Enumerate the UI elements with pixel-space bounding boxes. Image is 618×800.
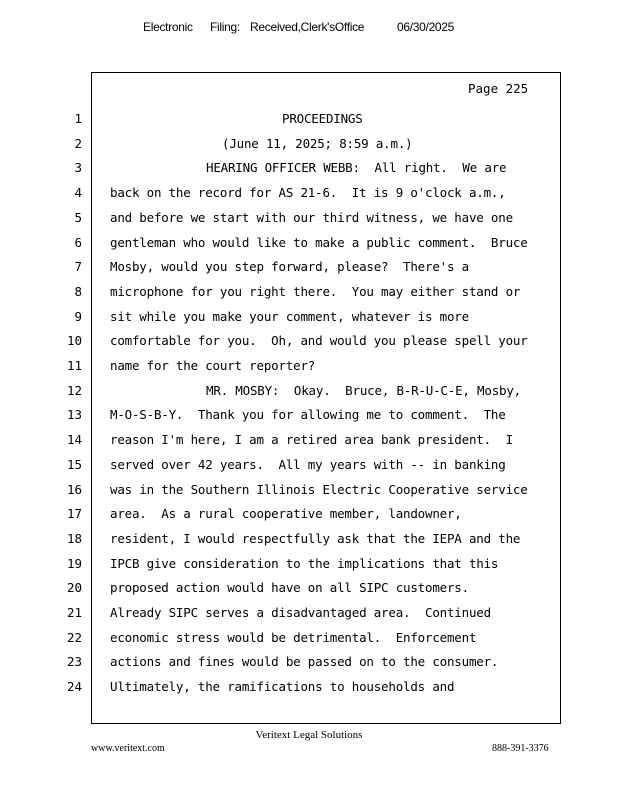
transcript-line: IPCB give consideration to the implications that this <box>110 555 499 571</box>
line-number: 23 <box>66 654 82 670</box>
line-number: 19 <box>66 555 82 571</box>
line-number: 8 <box>74 283 82 299</box>
line-number: 6 <box>74 234 82 250</box>
transcript-line: and before we start with our third witness, we have one <box>110 209 513 225</box>
footer-company: Veritext Legal Solutions <box>255 729 363 741</box>
line-number: 15 <box>66 456 82 472</box>
line-number: 13 <box>66 407 82 423</box>
transcript-line: economic stress would be detrimental. Enforcement <box>110 629 477 645</box>
transcript-line: area. As a rural cooperative member, landowner, <box>110 506 462 522</box>
transcript-line: actions and fines would be passed on to the consumer. <box>110 654 499 670</box>
line-number: 22 <box>66 629 82 645</box>
transcript-line: back on the record for AS 21-6. It is 9 o'clock a.m., <box>110 185 506 201</box>
transcript-line: sit while you make your comment, whatever is more <box>110 308 469 324</box>
transcript-line: M-O-S-B-Y. Thank you for allowing me to comment. The <box>110 407 506 423</box>
line-number: 24 <box>66 679 82 695</box>
line-number: 3 <box>74 160 82 176</box>
footer-website: www.veritext.com <box>91 743 165 754</box>
filing-header <box>0 20 618 36</box>
line-number: 14 <box>66 432 82 448</box>
transcript-line: served over 42 years. All my years with -- in banking <box>110 456 506 472</box>
transcript-line: proposed action would have on all SIPC customers. <box>110 580 469 596</box>
header-received: Received,Clerk'sOffice <box>250 20 365 34</box>
line-number: 4 <box>74 185 82 201</box>
header-electronic: Electronic <box>143 20 193 34</box>
transcript-line: gentleman who would like to make a public comment. Bruce <box>110 234 528 250</box>
transcript-line: PROCEEDINGS <box>282 111 363 126</box>
line-number: 1 <box>74 111 82 126</box>
transcript-line: resident, I would respectfully ask that the IEPA and the <box>110 530 521 546</box>
line-number: 16 <box>66 481 82 497</box>
line-number: 9 <box>74 308 82 324</box>
line-number: 21 <box>66 605 82 620</box>
transcript-line: name for the court reporter? <box>110 358 316 373</box>
transcript-line: reason I'm here, I am a retired area bank president. I <box>110 432 513 448</box>
line-number: 20 <box>66 580 82 596</box>
transcript-line: comfortable for you. Oh, and would you please spell your <box>110 333 528 349</box>
line-number: 18 <box>66 530 82 546</box>
line-number: 12 <box>66 382 82 398</box>
transcript-line: Ultimately, the ramifications to households and <box>110 679 455 695</box>
line-number: 5 <box>74 209 82 225</box>
line-number: 2 <box>74 135 82 151</box>
header-filing: Filing: <box>210 20 240 34</box>
transcript-line: Already SIPC serves a disadvantaged area. Continued <box>110 605 491 620</box>
line-number: 7 <box>74 259 82 275</box>
page-number: Page 225 <box>468 81 529 96</box>
footer-phone: 888-391-3376 <box>492 743 549 754</box>
header-date: 06/30/2025 <box>397 20 455 34</box>
transcript-line: MR. MOSBY: Okay. Bruce, B-R-U-C-E, Mosby, <box>206 382 522 398</box>
line-number: 10 <box>66 333 82 349</box>
transcript-line: microphone for you right there. You may either stand or <box>110 283 521 299</box>
transcript-line: (June 11, 2025; 8:59 a.m.) <box>222 135 413 151</box>
line-number: 11 <box>66 358 82 373</box>
transcript-line: was in the Southern Illinois Electric Cooperative service <box>110 481 528 497</box>
transcript-line: HEARING OFFICER WEBB: All right. We are <box>206 160 507 176</box>
line-number: 17 <box>66 506 82 522</box>
transcript-line: Mosby, would you step forward, please? There's a <box>110 259 469 275</box>
